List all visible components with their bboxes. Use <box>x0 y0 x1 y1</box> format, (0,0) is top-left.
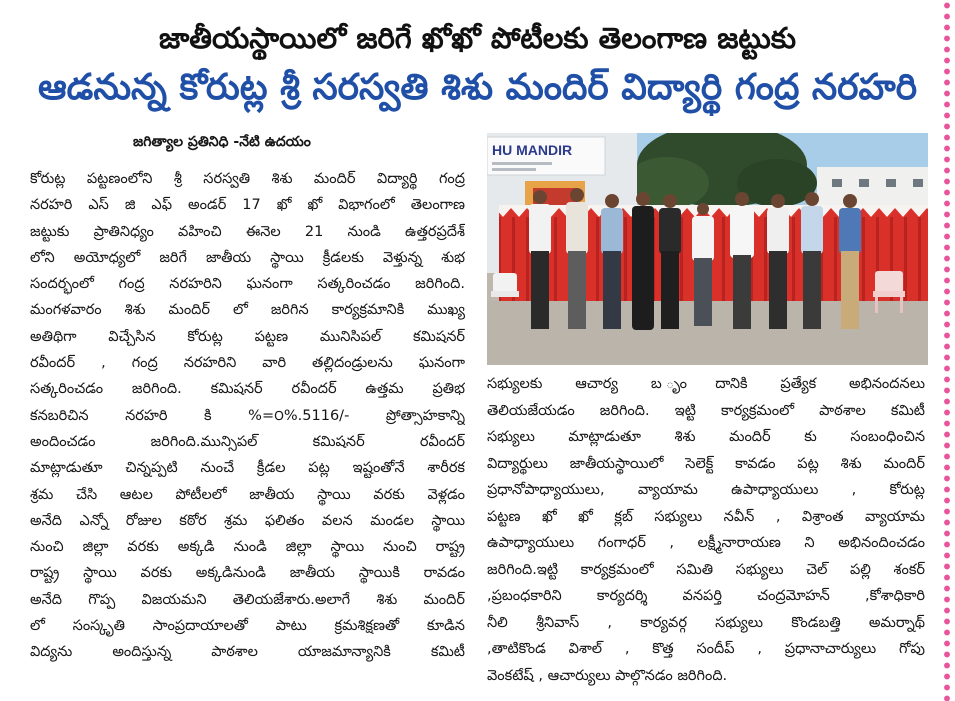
article-line: అనేది గొప్ప విజయమని తెలియజేశారు.అలాగే శిశు మందిర్ <box>30 591 465 608</box>
article-line: నరహరి ఎస్ జి ఎఫ్ అండర్ 17 ఖో ఖో విభాగంలో తెలంగాణ <box>30 197 465 214</box>
article-line: విద్యార్థులు జాతీయస్థాయిలో సెలెక్ట్ కావడం పట్ల శిశు మందిర్ <box>487 455 925 472</box>
article-line: సందర్భంలో గంద్ర నరహరిని ఘనంగా సత్కరించడం జరిగింది. <box>30 276 465 293</box>
person-figure <box>529 190 551 329</box>
article-line: శ్రమ చేసి ఆటల పోటీలలో జాతీయ స్థాయి వరకు వెళ్లడం <box>30 486 465 503</box>
article-line: అతిథిగా విచ్చేసిన కోరుట్ల పట్టణ మునిసిపల్ కమిషనర్ <box>30 328 465 345</box>
article-line: లో సంస్కృతి సాంప్రదాయాలతో పాటు క్రమశిక్షణతో కూడిన <box>30 618 465 635</box>
article-line: సభ్యులు మాట్లాడుతూ శిశు మందిర్ కు సంబంధించిన <box>487 429 925 445</box>
article-line: ,తాటికొండ విశాల్ , కొత్త సందీప్ , ప్రధానాచార్యులు గోపు <box>487 641 925 657</box>
article-line: సభ్యులకు ఆచార్య బ ృందానికి ప్రత్యేక అభినందనలు <box>487 376 925 392</box>
article-line: నుంచి జిల్లా వరకు అక్కడి నుండి జిల్లా స్థాయి నుంచి రాష్ట్ర <box>30 539 465 556</box>
person-figure <box>730 192 754 329</box>
article-line: ప్రధానోపాధ్యాయులు, వ్యాయామ ఉపాధ్యాయులు , కోరుట్ల <box>487 482 925 498</box>
article-line: విద్యను అందిస్తున్న పాఠశాల యాజమాన్యానికి కమిటీ <box>30 644 465 661</box>
article-line: సత్కరించడం జరిగింది. కమిషనర్ రవీందర్ ఉత్తమ ప్రతిభ <box>30 381 465 398</box>
article-line: కోరుట్ల పట్టణంలోని శ్రీ సరస్వతి శిశు మందిర్ విద్యార్థి గంద్ర <box>30 171 465 187</box>
article-line: నీలి శ్రీనివాస్ , కార్యవర్గ సభ్యులు కొండబత్తి అమర్నాథ్ <box>487 614 925 631</box>
event-photo <box>487 133 928 365</box>
article-line: మంగళవారం శిశు మందిర్ లో జరిగిన కార్యక్రమానికి ముఖ్య <box>30 302 465 319</box>
article-line: రాష్ట్ర స్థాయి వరకు అక్కడినుండి జాతీయ స్థాయికి రావడం <box>30 565 465 582</box>
tree-icon <box>625 133 817 209</box>
chair-icon <box>491 273 519 297</box>
article-line: రవీందర్ , గంద్ర నరహరిని వారి తల్లిదండ్రులను ఘనంగా <box>30 355 465 372</box>
person-figure <box>767 194 789 329</box>
headline-primary: జాతీయస్థాయిలో జరిగే ఖోఖో పోటీలకు తెలంగాణ జట్టుకు <box>158 21 797 55</box>
article-column-left <box>30 166 465 666</box>
person-figure <box>566 188 588 329</box>
person-figure <box>601 194 623 329</box>
headline-secondary: ఆడనున్న కోరుట్ల శ్రీ సరస్వతి శిశు మందిర్ విద్యార్థి గంద్ర నరహరి <box>37 67 918 108</box>
article-line: జరిగింది.ఇట్టి కార్యక్రమంలో సమితి సభ్యులు చెల్ పల్లి శంకర్ <box>487 561 925 578</box>
article-line: ఉపాధ్యాయులు గంగాధర్ , లక్ష్మీనారాయణ ని అభినందించడం <box>487 535 925 551</box>
person-figure <box>839 194 861 329</box>
article-line: పట్టణ ఖో ఖో క్లబ్ సభ్యులు నవీన్ , విశ్రాంత వ్యాయామ <box>487 508 925 525</box>
person-figure <box>801 192 823 329</box>
article-line: కనబరిచిన నరహరి కి %=౦%.5116/- ప్రోత్సాహకాన్ని <box>30 407 465 424</box>
person-figure <box>632 192 654 330</box>
person-figure <box>659 194 681 329</box>
article-line: అనేది ఎన్నో రోజుల కఠోర శ్రమ ఫలితం వలన మండల స్థాయి <box>30 512 465 529</box>
article-line: జట్టుకు ప్రాతినిధ్యం వహించి ఈనెల 21 నుండి ఉత్తరప్రదేశ్ <box>30 223 465 240</box>
article-line: ,ప్రబంధకారిని కార్యదర్శి వనపర్తి చంద్రమోహన్ ,కోశాధికారి <box>487 588 925 604</box>
person-figure <box>692 203 714 326</box>
decorative-dot-border <box>941 0 953 701</box>
article-line: మాట్లాడుతూ చిన్నప్పటి నుంచే క్రీడల పట్ల ఇష్టంతోనే శారీరక <box>30 460 465 477</box>
photo-signboard-text: HU MANDIR <box>492 142 573 158</box>
article-line: అందించడం జరిగింది.మున్సిపల్ కమిషనర్ రవీందర్ <box>30 433 465 450</box>
article-column-right <box>487 371 925 689</box>
byline: జగిత్యాల ప్రతినిధి -నేటి ఉదయం <box>133 134 311 150</box>
article-line: లోని అయోధ్యలో జరిగే జాతీయ స్థాయి క్రీడలకు వెళ్తున్న శుభ <box>30 249 465 266</box>
article-line: వెంకటేష్ , ఆచార్యులు పాల్గొనడం జరిగింది. <box>487 667 728 684</box>
article-line: తెలియజేయడం జరిగింది. ఇట్టి కార్యక్రమంలో పాఠశాల కమిటీ <box>487 402 925 419</box>
